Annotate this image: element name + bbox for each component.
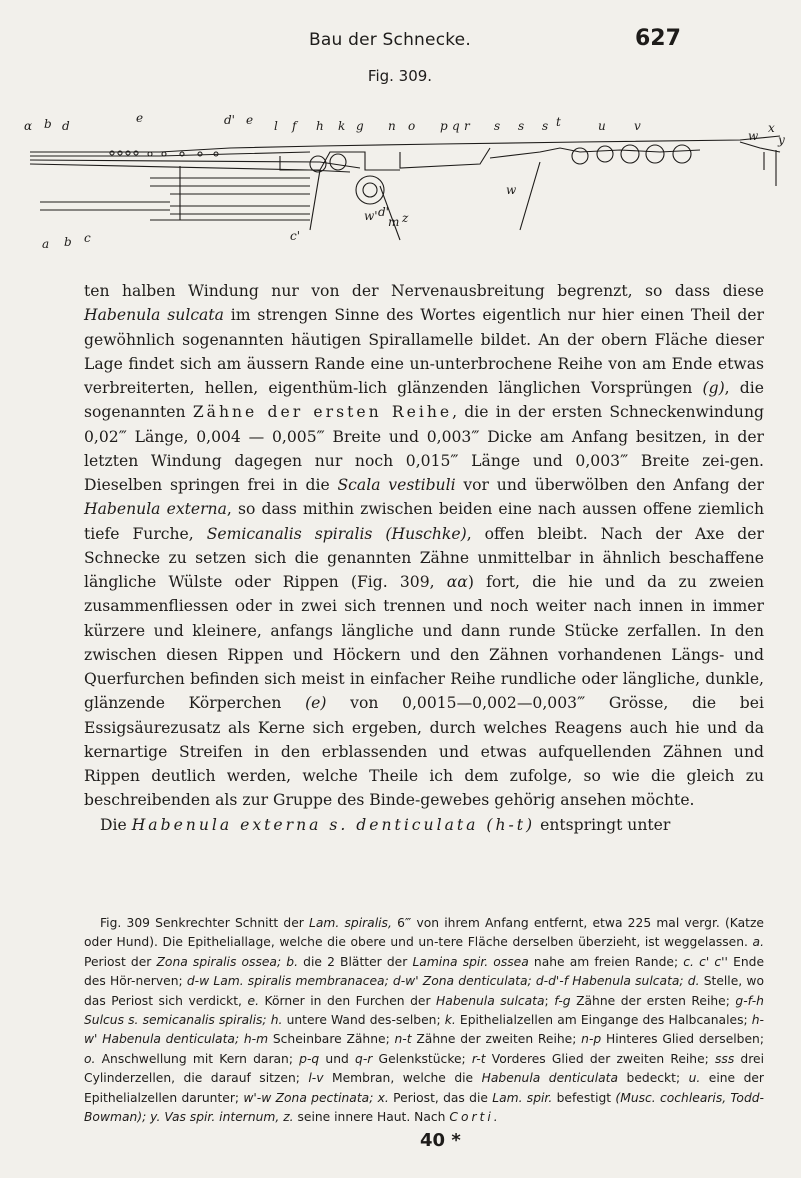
svg-text:w: w xyxy=(506,183,517,197)
svg-text:o: o xyxy=(408,119,416,133)
svg-text:v: v xyxy=(634,119,641,133)
svg-text:α: α xyxy=(24,119,33,133)
signature-mark: 40 * xyxy=(420,1130,461,1151)
figure-lamina-top-2 xyxy=(30,152,310,156)
figure-rib-beads xyxy=(110,151,218,156)
svg-text:b: b xyxy=(44,117,52,131)
figure-cell-2 xyxy=(330,154,346,170)
svg-text:n: n xyxy=(388,119,396,133)
figure-caption: Fig. 309 Senkrechter Schnitt der Lam. spiralis, 6‴ von ihrem Anfang entfernt, etwa 225 mal vergr. (Katze oder Hund). Die Epitheliallage, welche die obere und un-tere Fläche derselben überzieht, ist weggelassen. a. Periost der Zona spiralis ossea; b. die 2 Blätter der Lamina spir. ossea nahe am freien Rande; c. c' c'' Ende des Hör-nerven; d-w Lam. spiralis membranacea; d-w' Zona denticulata; d-d'-f Habenula sulcata; d. Stelle, wo das Periost sich verdickt, e. Körner in den Furchen der Habenula sulcata; f-g Zähne der ersten Reihe; g-f-h Sulcus s. semicanalis spiralis; h. untere Wand des-selben; k. Epithelialzellen am Eingange des Halbcanales; h-w' Habenula denticulata; h-m Scheinbare Zähne; n-t Zähne der zweiten Reihe; n-p Hinteres Glied derselben; o. Anschwellung mit Kern daran; p-q und q-r Gelenkstücke; r-t Vorderes Glied der zweiten Reihe; sss drei Cylinderzellen, die darauf sitzen; l-v Membran, welche die Habenula denticulata bedeckt; u. eine der Epithelialzellen darunter; w'-w Zona pectinata; x. Periost, das die Lam. spir. befestigt (Musc. cochlearis, Todd-Bowman); y. Vas spir. internum, z. seine innere Haut. Nach Corti. xyxy=(84,916,765,1125)
figure-labels-bottom xyxy=(42,183,517,251)
svg-text:w': w' xyxy=(364,209,378,223)
svg-text:s: s xyxy=(494,119,501,133)
svg-text:s: s xyxy=(518,119,525,133)
svg-text:h: h xyxy=(316,119,324,133)
svg-text:c: c xyxy=(84,231,91,245)
svg-text:e: e xyxy=(136,111,144,125)
svg-text:e: e xyxy=(246,113,254,127)
page-number: 627 xyxy=(635,26,681,51)
figure-spiral-ligament xyxy=(740,142,780,186)
svg-text:b: b xyxy=(64,235,72,249)
svg-text:c': c' xyxy=(290,229,301,243)
svg-text:m: m xyxy=(388,215,400,229)
svg-text:p: p xyxy=(440,119,448,133)
figure-bone-plates xyxy=(150,178,310,220)
svg-text:k: k xyxy=(338,119,346,133)
svg-text:d: d xyxy=(62,119,70,133)
figure-lamina-top xyxy=(30,136,780,152)
svg-text:z: z xyxy=(402,211,409,225)
svg-text:q: q xyxy=(452,119,460,133)
svg-text:g: g xyxy=(356,119,364,133)
svg-text:x: x xyxy=(768,121,775,135)
svg-text:d': d' xyxy=(378,205,389,219)
svg-text:r: r xyxy=(464,119,470,133)
figure-nucleus xyxy=(356,176,384,204)
figure-membrane xyxy=(380,162,540,240)
svg-text:a: a xyxy=(42,237,50,251)
running-title: Bau der Schnecke. xyxy=(309,30,471,50)
svg-text:d': d' xyxy=(224,113,235,127)
svg-text:u: u xyxy=(598,119,606,133)
figure-title: Fig. 309. xyxy=(367,67,433,85)
svg-text:l: l xyxy=(274,119,278,133)
cochlea-section-figure xyxy=(20,90,790,280)
body-text xyxy=(84,279,764,837)
svg-text:t: t xyxy=(556,115,561,129)
paragraph-1: ten halben Windung nur von der Nervenausbreitung begrenzt, so dass diese Habenula sulcata im strengen Sinne des Wortes eigentlich nur hier einen Theil der gewöhnlich sogenannten häutigen Spirallamelle bildet. An der obern Fläche dieser Lage findet sich am äussern Rande eine un-unterbrochene Reihe von am Ende etwas verbreiterten, hellen, eigenthüm-lich glänzenden länglichen Vorsprüngen (g), die sogenannten Zähne der ersten Reihe, die in der ersten Schneckenwindung 0,02‴ Länge, 0,004 — 0,005‴ Breite und 0,003‴ Dicke am Anfang besitzen, in der letzten Windung dagegen nur noch 0,015‴ Länge und 0,003‴ Breite zei-gen. Dieselben springen frei in die Scala vestibuli vor und überwölben den Anfang der Habenula externa, so dass mithin zwischen beiden eine nach aussen offene ziemlich tiefe Furche, Semicanalis spiralis (Huschke), offen bleibt. Nach der Axe der Schnecke zu setzen sich die genannten Zähne unmittelbar in ähnlich beschaffene längliche Wülste oder Rippen (Fig. 309, αα) fort, die hie und da zu zweien zusammenfliessen oder in zwei sich trennen und noch weiter nach innen in immer kürzere und kleinere, anfangs längliche und dann runde Stücke zerfallen. In den zwischen diesen Rippen und Höckern und den Zähnen vorhandenen Längs- und Querfurchen befinden sich meist in einfacher Reihe rundliche oder längliche, dunkle, glänzende Körperchen (e) von 0,0015—0,002—0,003‴ Grösse, die bei Essigsäurezusatz als Kerne sich ergeben, durch welches Reagens auch hie und da kernartige Streifen in den erblassenden und etwas aufquellenden Zähnen und Rippen deutlich werden, welche Theile ich dem zufolge, so wie die gleich zu beschreibenden als zur Gruppe des Binde-gewebes gehörig ansehen möchte. xyxy=(84,282,764,810)
svg-text:w: w xyxy=(748,129,759,143)
svg-text:f: f xyxy=(292,119,297,133)
figure-labels-top xyxy=(24,111,785,147)
figure-second-row xyxy=(490,148,700,158)
svg-text:y: y xyxy=(778,133,785,147)
svg-text:s: s xyxy=(542,119,549,133)
paragraph-2: Die Habenula externa s. denticulata (h-t) entspringt unter xyxy=(100,815,671,834)
